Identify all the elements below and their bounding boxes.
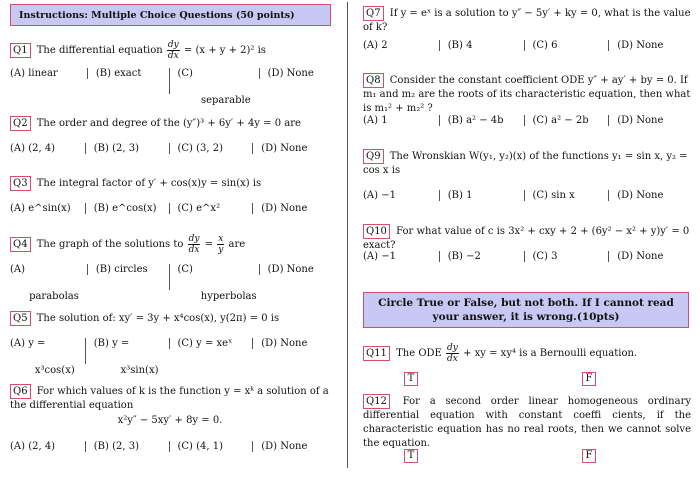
- question-8-options: [363, 115, 693, 126]
- question-number: Q8: [363, 73, 384, 88]
- option-a[interactable]: (A) −1: [363, 251, 396, 262]
- option-c[interactable]: (C) 6: [524, 40, 609, 51]
- question-7-options: [363, 40, 693, 51]
- equation: x²y″ − 5xy′ + 8y = 0.: [117, 415, 223, 426]
- option-c[interactable]: (C) e^x²: [169, 203, 253, 214]
- true-choice[interactable]: T: [404, 449, 418, 463]
- true-choice[interactable]: T: [404, 372, 418, 386]
- option-c[interactable]: (C) a² − 2b: [524, 115, 609, 126]
- option-d[interactable]: (D) None: [608, 251, 693, 262]
- question-4: Q4 The graph of the solutions to $\frac{dy}{dx}$ = $\frac{x}{y}$ are: [10, 234, 245, 255]
- question-2: Q2 The order and degree of the (y″)³ + 6y′ + 4y = 0 are: [10, 116, 301, 131]
- option-d[interactable]: (D) None: [252, 338, 336, 349]
- question-number: Q1: [10, 43, 31, 58]
- false-choice[interactable]: F: [582, 449, 596, 463]
- option-a[interactable]: (A) −1: [363, 190, 396, 201]
- option-d[interactable]: (D) None: [252, 203, 336, 214]
- question-number: Q7: [363, 6, 384, 21]
- question-10: Q10 For what value of c is 3x² + cxy + 2 + (6y² − x² + y)y′ = 0 exact?: [363, 226, 690, 251]
- question-12: Q12 For a second order linear homogeneous ordinary differential equation with constant coeffi cients, if the characteristic equation has no real roots, then we cannot solve the equation.: [363, 396, 691, 449]
- question-2-options: [10, 143, 336, 154]
- option-a[interactable]: (A) y = x³cos(x): [10, 338, 75, 376]
- option-d[interactable]: (D) None: [608, 115, 693, 126]
- fraction: $\frac{dy}{dx}$: [167, 40, 179, 61]
- false-choice[interactable]: F: [582, 372, 596, 386]
- question-1-options: [10, 68, 336, 106]
- option-b[interactable]: (B) a² − 4b: [439, 115, 524, 126]
- option-a[interactable]: (A) (2, 4): [10, 441, 56, 452]
- question-number: Q9: [363, 149, 384, 164]
- question-6-options: [10, 441, 336, 452]
- question-number: Q10: [363, 224, 390, 239]
- option-c[interactable]: (C) y = xeˣ: [169, 338, 253, 349]
- question-9: Q9 The Wronskian W(y₁, y₂)(x) of the functions y₁ = sin x, y₂ = cos x is: [363, 151, 688, 176]
- question-number: Q11: [363, 346, 390, 361]
- option-a[interactable]: (A) 1: [363, 115, 388, 126]
- question-number: Q3: [10, 176, 31, 191]
- option-d[interactable]: (D) None: [608, 190, 693, 201]
- question-7: Q7 If y = eˣ is a solution to y″ − 5y′ + ky = 0, what is the value of k?: [363, 8, 691, 33]
- option-c[interactable]: (C) sin x: [524, 190, 609, 201]
- option-b[interactable]: (B) (2, 3): [85, 143, 169, 154]
- option-b[interactable]: (B) −2: [439, 251, 524, 262]
- question-3: Q3 The integral factor of y′ + cos(x)y = sin(x) is: [10, 176, 261, 191]
- option-a[interactable]: (A) (2, 4): [10, 143, 56, 154]
- question-1: Q1 The differential equation $\frac{dy}{dx}$ = (x + y + 2)² is: [10, 40, 266, 61]
- column-divider: [347, 2, 348, 468]
- option-b[interactable]: (B) y = x³sin(x): [85, 338, 169, 364]
- fraction: $\frac{x}{y}$: [218, 234, 224, 255]
- question-4-options: [10, 264, 336, 302]
- option-a[interactable]: (A) linear: [10, 68, 58, 79]
- option-b[interactable]: (B) 4: [439, 40, 524, 51]
- question-9-options: [363, 190, 693, 201]
- question-11: Q11 The ODE $\frac{dy}{dx}$ + xy = xy⁴ is a Bernoulli equation.: [363, 343, 695, 364]
- option-c[interactable]: (C) 3: [524, 251, 609, 262]
- option-d[interactable]: (D) None: [608, 40, 693, 51]
- option-b[interactable]: (B) exact: [87, 68, 169, 79]
- option-d[interactable]: (D) None: [252, 143, 336, 154]
- option-a[interactable]: (A) 2: [363, 40, 388, 51]
- true-false-banner: Circle True or False, but not both. If I cannot read your answer, it is wrong.(10pts): [363, 292, 689, 328]
- option-b[interactable]: (B) (2, 3): [85, 441, 169, 452]
- question-8: Q8 Consider the constant coefficient ODE y″ + ay′ + by = 0. If m₁ and m₂ are the roots of its characteristic equation, then what is m₁² + m₂² ?: [363, 75, 691, 114]
- option-c[interactable]: (C) hyperbolas: [169, 264, 259, 290]
- option-d[interactable]: (D) None: [259, 68, 336, 79]
- fraction: $\frac{dy}{dx}$: [447, 343, 458, 364]
- fraction: $\frac{dy}{dx}$: [188, 234, 200, 255]
- option-b[interactable]: (B) e^cos(x): [85, 203, 169, 214]
- option-a[interactable]: (A) e^sin(x): [10, 203, 71, 214]
- question-number: Q5: [10, 311, 31, 326]
- option-c[interactable]: (C) separable: [169, 68, 259, 94]
- question-number: Q2: [10, 116, 31, 131]
- question-number: Q12: [363, 394, 390, 409]
- question-10-options: [363, 251, 693, 262]
- question-5-options: [10, 338, 336, 376]
- option-d[interactable]: (D) None: [259, 264, 336, 275]
- option-a[interactable]: (A) parabolas: [10, 264, 79, 302]
- question-number: Q4: [10, 237, 31, 252]
- question-6: Q6 For which values of k is the function y = xᵏ a solution of a the differential equation: [10, 386, 329, 411]
- option-c[interactable]: (C) (4, 1): [169, 441, 253, 452]
- option-b[interactable]: (B) circles: [87, 264, 169, 275]
- question-5: Q5 The solution of: xy′ = 3y + x⁴cos(x), y(2π) = 0 is: [10, 311, 279, 326]
- option-b[interactable]: (B) 1: [439, 190, 524, 201]
- option-d[interactable]: (D) None: [252, 441, 336, 452]
- question-number: Q6: [10, 384, 31, 399]
- instructions-banner: Instructions: Multiple Choice Questions (50 points): [10, 4, 331, 26]
- question-3-options: [10, 203, 336, 214]
- option-c[interactable]: (C) (3, 2): [169, 143, 253, 154]
